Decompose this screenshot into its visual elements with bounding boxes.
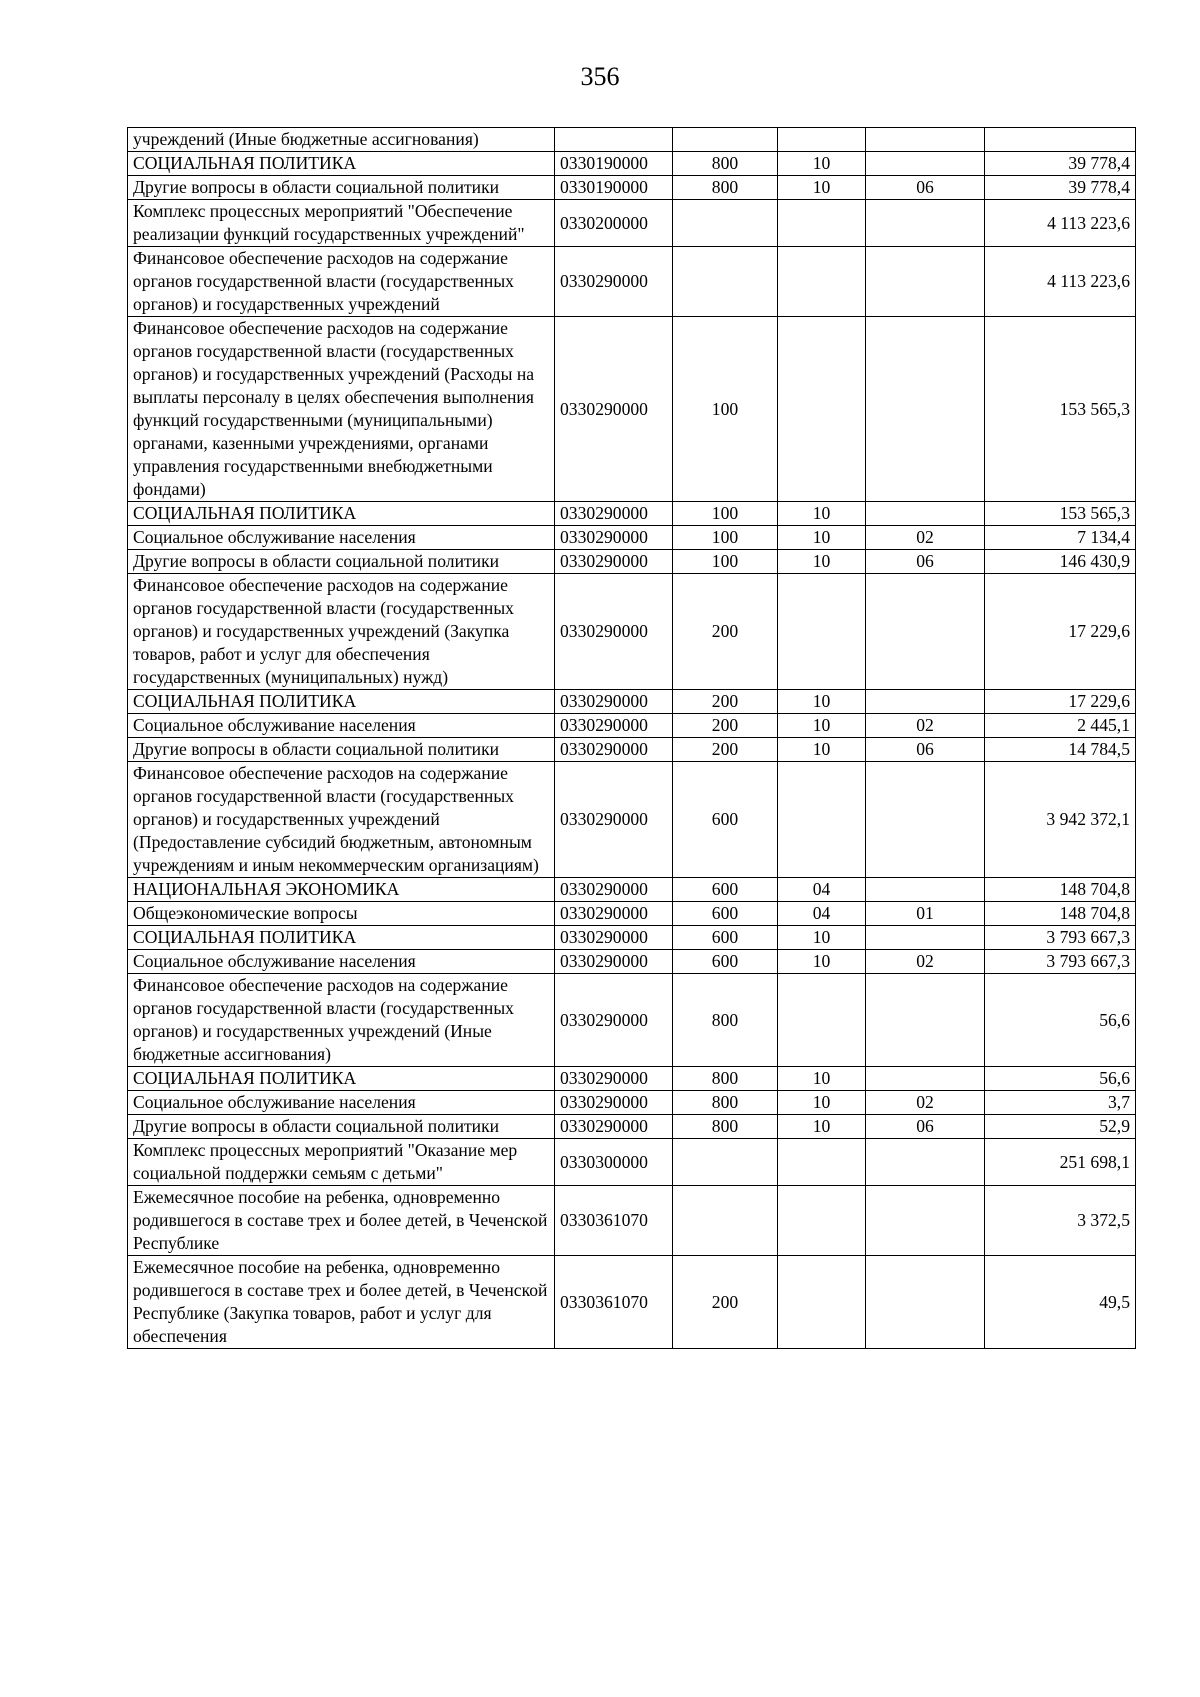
- row-section-cell: [778, 1256, 866, 1349]
- row-name-cell: СОЦИАЛЬНАЯ ПОЛИТИКА: [128, 502, 555, 526]
- table-row: [128, 502, 1136, 526]
- row-code-cell: 0330290000: [555, 317, 673, 502]
- row-code-cell: 0330290000: [555, 974, 673, 1067]
- row-amount-cell: 3 793 667,3: [985, 950, 1136, 974]
- row-code-cell: 0330361070: [555, 1256, 673, 1349]
- row-code-cell: 0330290000: [555, 1067, 673, 1091]
- row-code-cell: 0330190000: [555, 176, 673, 200]
- table-row: [128, 878, 1136, 902]
- row-amount-cell: 7 134,4: [985, 526, 1136, 550]
- row-section-cell: 10: [778, 738, 866, 762]
- row-amount-cell: 148 704,8: [985, 878, 1136, 902]
- row-code-cell: 0330290000: [555, 950, 673, 974]
- table-row: [128, 950, 1136, 974]
- row-section-cell: 10: [778, 950, 866, 974]
- row-expense-type-cell: [673, 1186, 778, 1256]
- budget-table: [127, 127, 1136, 1349]
- row-expense-type-cell: 600: [673, 902, 778, 926]
- row-subsection-cell: 06: [866, 1115, 985, 1139]
- row-expense-type-cell: 600: [673, 762, 778, 878]
- row-code-cell: 0330290000: [555, 762, 673, 878]
- row-subsection-cell: [866, 926, 985, 950]
- row-subsection-cell: [866, 128, 985, 152]
- row-expense-type-cell: 600: [673, 950, 778, 974]
- row-name-cell: Общеэкономические вопросы: [128, 902, 555, 926]
- row-amount-cell: 56,6: [985, 974, 1136, 1067]
- row-expense-type-cell: [673, 128, 778, 152]
- row-subsection-cell: [866, 247, 985, 317]
- row-subsection-cell: [866, 152, 985, 176]
- row-section-cell: [778, 128, 866, 152]
- row-code-cell: 0330290000: [555, 1115, 673, 1139]
- row-section-cell: [778, 574, 866, 690]
- row-subsection-cell: [866, 502, 985, 526]
- row-expense-type-cell: 800: [673, 1115, 778, 1139]
- table-row: [128, 926, 1136, 950]
- table-row: [128, 1067, 1136, 1091]
- row-code-cell: 0330200000: [555, 200, 673, 247]
- row-subsection-cell: [866, 317, 985, 502]
- row-name-cell: Социальное обслуживание населения: [128, 1091, 555, 1115]
- row-expense-type-cell: 100: [673, 550, 778, 574]
- row-amount-cell: 49,5: [985, 1256, 1136, 1349]
- row-subsection-cell: [866, 200, 985, 247]
- row-subsection-cell: [866, 1067, 985, 1091]
- row-section-cell: [778, 317, 866, 502]
- row-subsection-cell: [866, 1139, 985, 1186]
- row-name-cell: Ежемесячное пособие на ребенка, одновременно родившегося в составе трех и более детей, в Чеченской Республике (Закупка товаров, работ и услуг для обеспечения: [128, 1256, 555, 1349]
- row-code-cell: 0330290000: [555, 526, 673, 550]
- row-subsection-cell: [866, 878, 985, 902]
- row-name-cell: Финансовое обеспечение расходов на содержание органов государственной власти (государственных органов) и государственных учреждений (Иные бюджетные ассигнования): [128, 974, 555, 1067]
- row-subsection-cell: 01: [866, 902, 985, 926]
- row-subsection-cell: [866, 974, 985, 1067]
- row-subsection-cell: 02: [866, 714, 985, 738]
- row-expense-type-cell: [673, 247, 778, 317]
- row-amount-cell: 4 113 223,6: [985, 247, 1136, 317]
- row-name-cell: учреждений (Иные бюджетные ассигнования): [128, 128, 555, 152]
- row-section-cell: 04: [778, 878, 866, 902]
- row-expense-type-cell: [673, 1139, 778, 1186]
- table-row: [128, 550, 1136, 574]
- row-section-cell: [778, 200, 866, 247]
- row-code-cell: 0330300000: [555, 1139, 673, 1186]
- table-row: [128, 1091, 1136, 1115]
- row-expense-type-cell: 200: [673, 714, 778, 738]
- table-row: [128, 526, 1136, 550]
- row-name-cell: Другие вопросы в области социальной политики: [128, 738, 555, 762]
- row-amount-cell: 14 784,5: [985, 738, 1136, 762]
- row-code-cell: 0330190000: [555, 152, 673, 176]
- table-row: [128, 1115, 1136, 1139]
- row-subsection-cell: [866, 574, 985, 690]
- row-section-cell: 10: [778, 550, 866, 574]
- row-expense-type-cell: 200: [673, 1256, 778, 1349]
- table-row: [128, 247, 1136, 317]
- row-expense-type-cell: 600: [673, 878, 778, 902]
- row-amount-cell: 4 113 223,6: [985, 200, 1136, 247]
- row-amount-cell: 17 229,6: [985, 690, 1136, 714]
- table-row: [128, 690, 1136, 714]
- row-amount-cell: 39 778,4: [985, 176, 1136, 200]
- table-row: [128, 974, 1136, 1067]
- row-amount-cell: 39 778,4: [985, 152, 1136, 176]
- row-expense-type-cell: 800: [673, 974, 778, 1067]
- table-row: [128, 152, 1136, 176]
- table-row: [128, 176, 1136, 200]
- row-section-cell: 10: [778, 152, 866, 176]
- row-subsection-cell: [866, 762, 985, 878]
- row-code-cell: 0330290000: [555, 902, 673, 926]
- table-row: [128, 1256, 1136, 1349]
- table-row: [128, 1139, 1136, 1186]
- row-code-cell: 0330290000: [555, 550, 673, 574]
- row-expense-type-cell: 800: [673, 1067, 778, 1091]
- row-code-cell: 0330290000: [555, 1091, 673, 1115]
- row-expense-type-cell: 100: [673, 317, 778, 502]
- table-body: [128, 128, 1136, 1349]
- row-amount-cell: 56,6: [985, 1067, 1136, 1091]
- row-name-cell: Комплекс процессных мероприятий "Оказание мер социальной поддержки семьям с детьми": [128, 1139, 555, 1186]
- row-name-cell: СОЦИАЛЬНАЯ ПОЛИТИКА: [128, 1067, 555, 1091]
- row-code-cell: 0330290000: [555, 690, 673, 714]
- row-expense-type-cell: 200: [673, 690, 778, 714]
- row-amount-cell: 52,9: [985, 1115, 1136, 1139]
- row-expense-type-cell: [673, 200, 778, 247]
- table-row: [128, 1186, 1136, 1256]
- row-name-cell: Финансовое обеспечение расходов на содержание органов государственной власти (государственных органов) и государственных учреждений (Предоставление субсидий бюджетным, автономным учреждениям и иным некоммерческим организациям): [128, 762, 555, 878]
- row-section-cell: [778, 1139, 866, 1186]
- row-subsection-cell: [866, 690, 985, 714]
- row-name-cell: Другие вопросы в области социальной политики: [128, 176, 555, 200]
- row-expense-type-cell: 800: [673, 152, 778, 176]
- row-amount-cell: 3 372,5: [985, 1186, 1136, 1256]
- row-amount-cell: 2 445,1: [985, 714, 1136, 738]
- row-section-cell: 04: [778, 902, 866, 926]
- row-subsection-cell: 02: [866, 526, 985, 550]
- row-expense-type-cell: 800: [673, 1091, 778, 1115]
- table-row: [128, 714, 1136, 738]
- row-code-cell: [555, 128, 673, 152]
- row-name-cell: Финансовое обеспечение расходов на содержание органов государственной власти (государственных органов) и государственных учреждений (Расходы на выплаты персоналу в целях обеспечения выполнения функций государственными (муниципальными) органами, казенными учреждениями, органами управления государственными внебюджетными фондами): [128, 317, 555, 502]
- row-name-cell: Другие вопросы в области социальной политики: [128, 1115, 555, 1139]
- row-amount-cell: [985, 128, 1136, 152]
- row-name-cell: Ежемесячное пособие на ребенка, одновременно родившегося в составе трех и более детей, в Чеченской Республике: [128, 1186, 555, 1256]
- row-section-cell: 10: [778, 690, 866, 714]
- row-section-cell: 10: [778, 502, 866, 526]
- row-section-cell: 10: [778, 176, 866, 200]
- row-expense-type-cell: 200: [673, 574, 778, 690]
- table-row: [128, 128, 1136, 152]
- row-subsection-cell: 06: [866, 176, 985, 200]
- row-section-cell: 10: [778, 1067, 866, 1091]
- row-section-cell: 10: [778, 714, 866, 738]
- row-subsection-cell: 06: [866, 550, 985, 574]
- row-subsection-cell: 06: [866, 738, 985, 762]
- row-section-cell: [778, 247, 866, 317]
- row-expense-type-cell: 100: [673, 502, 778, 526]
- row-subsection-cell: [866, 1186, 985, 1256]
- row-section-cell: 10: [778, 1115, 866, 1139]
- row-code-cell: 0330361070: [555, 1186, 673, 1256]
- row-amount-cell: 3 942 372,1: [985, 762, 1136, 878]
- row-amount-cell: 17 229,6: [985, 574, 1136, 690]
- row-name-cell: Комплекс процессных мероприятий "Обеспечение реализации функций государственных учреждений": [128, 200, 555, 247]
- row-subsection-cell: [866, 1256, 985, 1349]
- row-name-cell: СОЦИАЛЬНАЯ ПОЛИТИКА: [128, 690, 555, 714]
- row-name-cell: НАЦИОНАЛЬНАЯ ЭКОНОМИКА: [128, 878, 555, 902]
- table-row: [128, 902, 1136, 926]
- row-expense-type-cell: 200: [673, 738, 778, 762]
- table-row: [128, 738, 1136, 762]
- row-code-cell: 0330290000: [555, 574, 673, 690]
- row-amount-cell: 146 430,9: [985, 550, 1136, 574]
- row-name-cell: Социальное обслуживание населения: [128, 714, 555, 738]
- row-amount-cell: 153 565,3: [985, 317, 1136, 502]
- row-code-cell: 0330290000: [555, 247, 673, 317]
- row-code-cell: 0330290000: [555, 738, 673, 762]
- row-name-cell: Финансовое обеспечение расходов на содержание органов государственной власти (государственных органов) и государственных учреждений: [128, 247, 555, 317]
- row-code-cell: 0330290000: [555, 714, 673, 738]
- row-section-cell: [778, 974, 866, 1067]
- row-amount-cell: 251 698,1: [985, 1139, 1136, 1186]
- row-name-cell: Социальное обслуживание населения: [128, 950, 555, 974]
- row-amount-cell: 153 565,3: [985, 502, 1136, 526]
- table-row: [128, 574, 1136, 690]
- row-amount-cell: 148 704,8: [985, 902, 1136, 926]
- row-section-cell: 10: [778, 1091, 866, 1115]
- row-code-cell: 0330290000: [555, 926, 673, 950]
- row-name-cell: Финансовое обеспечение расходов на содержание органов государственной власти (государственных органов) и государственных учреждений (Закупка товаров, работ и услуг для обеспечения государственных (муниципальных) нужд): [128, 574, 555, 690]
- row-amount-cell: 3 793 667,3: [985, 926, 1136, 950]
- row-expense-type-cell: 600: [673, 926, 778, 950]
- row-section-cell: [778, 1186, 866, 1256]
- table-row: [128, 317, 1136, 502]
- row-subsection-cell: 02: [866, 950, 985, 974]
- table-row: [128, 762, 1136, 878]
- row-subsection-cell: 02: [866, 1091, 985, 1115]
- row-code-cell: 0330290000: [555, 502, 673, 526]
- table-row: [128, 200, 1136, 247]
- row-expense-type-cell: 100: [673, 526, 778, 550]
- page-number: 356: [580, 62, 620, 91]
- row-name-cell: СОЦИАЛЬНАЯ ПОЛИТИКА: [128, 152, 555, 176]
- row-code-cell: 0330290000: [555, 878, 673, 902]
- row-name-cell: Другие вопросы в области социальной политики: [128, 550, 555, 574]
- row-amount-cell: 3,7: [985, 1091, 1136, 1115]
- row-name-cell: Социальное обслуживание населения: [128, 526, 555, 550]
- row-name-cell: СОЦИАЛЬНАЯ ПОЛИТИКА: [128, 926, 555, 950]
- row-section-cell: 10: [778, 526, 866, 550]
- row-section-cell: [778, 762, 866, 878]
- row-expense-type-cell: 800: [673, 176, 778, 200]
- row-section-cell: 10: [778, 926, 866, 950]
